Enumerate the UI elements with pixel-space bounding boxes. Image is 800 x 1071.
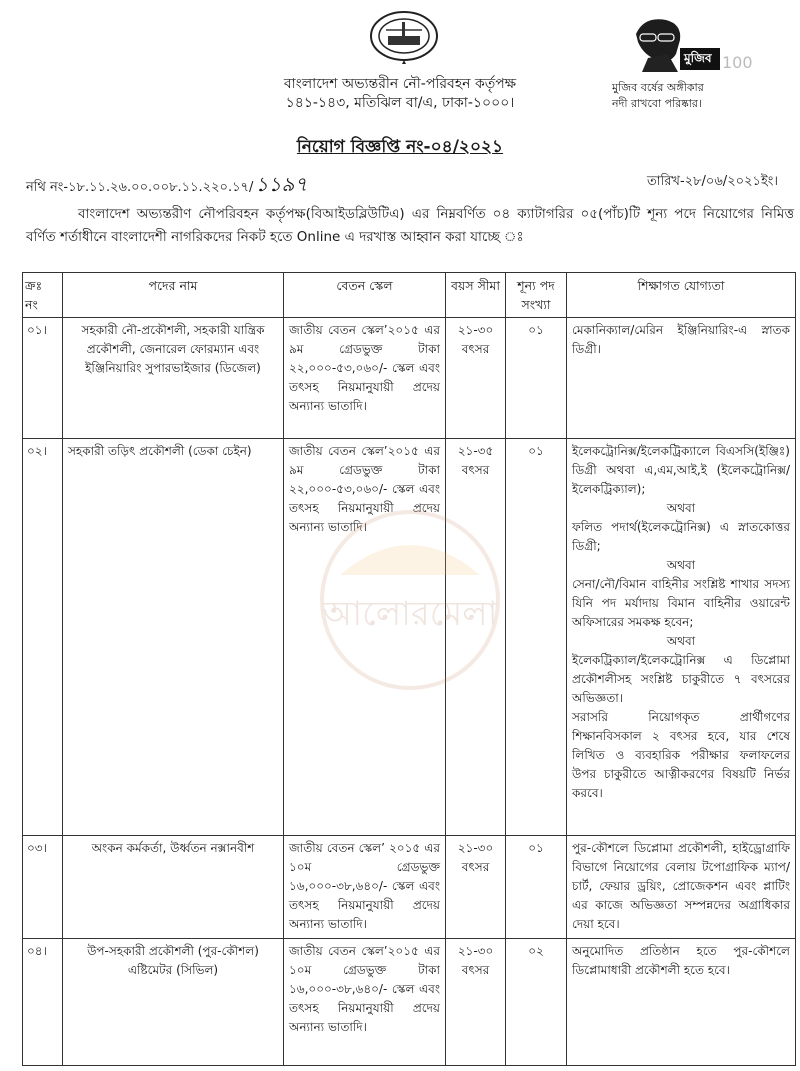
header-qualification: শিক্ষাগত যোগ্যতা (567, 273, 796, 318)
qualification-line: ইলেকট্রিক্যাল/ইলেকট্রোনিক্স এ ডিপ্লোমা প্রকৌশলীসহ সংশ্লিষ্ট চাকুরীতে ৭ বৎসরের অভিজ্ঞতা। (572, 653, 790, 705)
vacancy-cell: ০১ (506, 439, 567, 836)
age-cell: ২১-৩০ বৎসর (446, 318, 506, 439)
or-separator: অথবা (666, 501, 696, 515)
post-cell: অংকন কর্মকর্তা, উর্ধ্বতন নক্সানবীশ (63, 836, 284, 939)
scale-cell: জাতীয় বেতন স্কেল’২০১৫ এর ১০ম গ্রেডভুক্ত টাকা ১৬,০০০-৩৮,৬৪০/- স্কেল এবং তৎসহ নিয়মানুযায়ী প্রদেয় অন্যান্য ভাতাদি। (284, 939, 446, 1066)
serial-cell: ০৪। (23, 939, 63, 1066)
file-number-text: নথি নং-১৮.১১.২৬.০০.০০৮.১১.২২০.১৭/ (26, 180, 254, 195)
qualification-line: মেকানিক্যাল/মেরিন ইঞ্জিনিয়ারিং-এ স্নাতক ডিগ্রী। (572, 323, 790, 356)
age-cell: ২১-৩০ বৎসর (446, 836, 506, 939)
scale-cell: জাতীয় বেতন স্কেল’২০১৫ এর ৯ম গ্রেডভুক্ত টাকা ২২,০০০-৫৩,০৬০/- স্কেল এবং তৎসহ নিয়মানুযায়ী প্রদেয় অন্যান্য ভাতাদি। (284, 439, 446, 836)
qualification-line: অনুমোদিত প্রতিষ্ঠান হতে পুর-কৌশলে ডিপ্লোমাধারী প্রকৌশলী হতে হবে। (572, 944, 790, 977)
serial-cell: ০৩। (23, 836, 63, 939)
scale-cell: জাতীয় বেতন স্কেল’ ২০১৫ এর ১০ম গ্রেডভুক্ত ১৬,০০০-৩৮,৬৪০/- স্কেল এবং তৎসহ নিয়মানুযায়ী প্রদেয় অন্যান্য ভাতাদি। (284, 836, 446, 939)
qualification-cell (567, 939, 796, 1066)
serial-cell: ০২। (23, 439, 63, 836)
organization-name: বাংলাদেশ অভ্যন্তরীন নৌ-পরিবহন কর্তৃপক্ষ (283, 76, 517, 92)
table-row (23, 439, 796, 836)
mujib-centenary-logo (626, 14, 776, 76)
svg-text:আলোরমেলা: আলোরমেলা (322, 594, 498, 634)
qualification-line: সেনা/নৌ/বিমান বাহিনীর সংশ্লিষ্ট শাখার সদস্য যিনি পদ মর্যাদায় বিমান বাহিনীর ওয়ারেন্ট অফিসারের সমকক্ষ হবেন; (572, 577, 790, 629)
vacancy-cell: ০২ (506, 939, 567, 1066)
header-vacancy-count: শূন্য পদ সংখ্যা (506, 273, 567, 318)
qualification-line: পুর-কৌশলে ডিপ্লোমা প্রকৌশলী, হাইড্রোগ্রাফি বিভাগে নিয়োগের বেলায় টপোগ্রাফিক ম্যাপ/চার্ট, ফেয়ার ড্রয়িং, প্রোজেকশন এবং প্লাটিং এর কাজে অভিজ্ঞতা সম্পন্নদের অগ্রাধিকার দেয়া হবে। (572, 841, 790, 931)
header-pay-scale: বেতন স্কেল (284, 273, 446, 318)
vacancy-cell: ০১ (506, 318, 567, 439)
vacancy-table (22, 272, 796, 1066)
vacancy-cell: ০১ (506, 836, 567, 939)
age-cell: ২১-৩৫ বৎসর (446, 439, 506, 836)
file-number (26, 170, 307, 203)
header-post-name: পদের নাম (63, 273, 284, 318)
notice-date: তারিখ-২৮/০৬/২০২১ইং। (647, 174, 778, 189)
handwritten-memo-number: ১১৯৭ (255, 172, 308, 196)
table-row (23, 318, 796, 439)
post-cell: উপ-সহকারী প্রকৌশলী (পুর-কৌশল) এষ্টিমেটর (সিভিল) (63, 939, 284, 1066)
qualification-line: ফলিত পদার্থ(ইলেকট্রোনিক্স) এ স্নাতকোত্তর ডিগ্রী; (572, 520, 790, 553)
qualification-line: ইলেকট্রোনিক্স/ইলেকট্রিক্যালে বিএসসি(ইঞ্জিঃ) ডিগ্রী অথবা এ,এম,আই,ই (ইলেকট্রোনিক্স/ইলেকট্রিক্যাল); (572, 444, 790, 496)
svg-text:মুজিব: মুজিব (684, 51, 712, 65)
table-row (23, 939, 796, 1066)
header-serial: ক্রঃ নং (23, 273, 63, 318)
or-separator: অথবা (666, 634, 696, 648)
scale-cell: জাতীয় বেতন স্কেল’২০১৫ এর ৯ম গ্রেডভুক্ত টাকা ২২,০০০-৫৩,০৬০/- স্কেল এবং তৎসহ নিয়মানুযায়ী প্রদেয় অন্যান্য ভাতাদি। (284, 318, 446, 439)
organization-address: ১৪১-১৪৩, মতিঝিল বা/এ, ঢাকা-১০০০। (285, 95, 515, 111)
slogan-line-1: মুজিব বর্ষের অঙ্গীকার (612, 81, 704, 94)
table-row (23, 836, 796, 939)
post-cell: সহকারী তড়িৎ প্রকৌশলী (ডেকা চেইন) (63, 439, 284, 836)
intro-paragraph: বাংলাদেশ অভ্যন্তরীণ নৌপরিবহন কর্তৃপক্ষ(বিআইডব্লিউটিএ) এর নিম্নবর্ণিত ০৪ ক্যাটাগরির ০৫(পাঁচ)টি শূন্য পদে নিয়োগের নিমিত্ত বর্ণিত শর্তাধীনে বাংলাদেশী নাগরিকদের নিকট হতে Online এ দরখাস্ত আহ্বান করা যাচ্ছে ঃ (26, 206, 794, 245)
biwta-seal-logo (368, 8, 440, 66)
post-cell: সহকারী নৌ-প্রকৌশলী, সহকারী যান্ত্রিক প্রকৌশলী, জেনারেল ফোরম্যান এবং ইঞ্জিনিয়ারিং সুপারভাইজার (ডিজেল) (63, 318, 284, 439)
header-age-limit: বয়স সীমা (446, 273, 506, 318)
serial-cell: ০১। (23, 318, 63, 439)
slogan-line-2: নদী রাখবো পরিষ্কার। (612, 97, 702, 110)
notice-title: নিয়োগ বিজ্ঞপ্তি নং-০৪/২০২১ (296, 137, 504, 157)
qualification-cell (567, 318, 796, 439)
age-cell: ২১-৩০ বৎসর (446, 939, 506, 1066)
svg-text:100: 100 (722, 53, 753, 72)
qualification-cell (567, 836, 796, 939)
qualification-cell (567, 439, 796, 836)
or-separator: অথবা (666, 558, 696, 572)
qualification-line: সরাসরি নিয়োগকৃত প্রার্থীগণের শিক্ষানবিসকাল ২ বৎসর হবে, যার শেষে লিখিত ও ব্যবহারিক পরীক্ষার ফলাফলের উপর চাকুরীতে আত্নীকরণের বিষয়টি নির্ভর করবে। (572, 710, 790, 800)
table-header-row (23, 273, 796, 318)
